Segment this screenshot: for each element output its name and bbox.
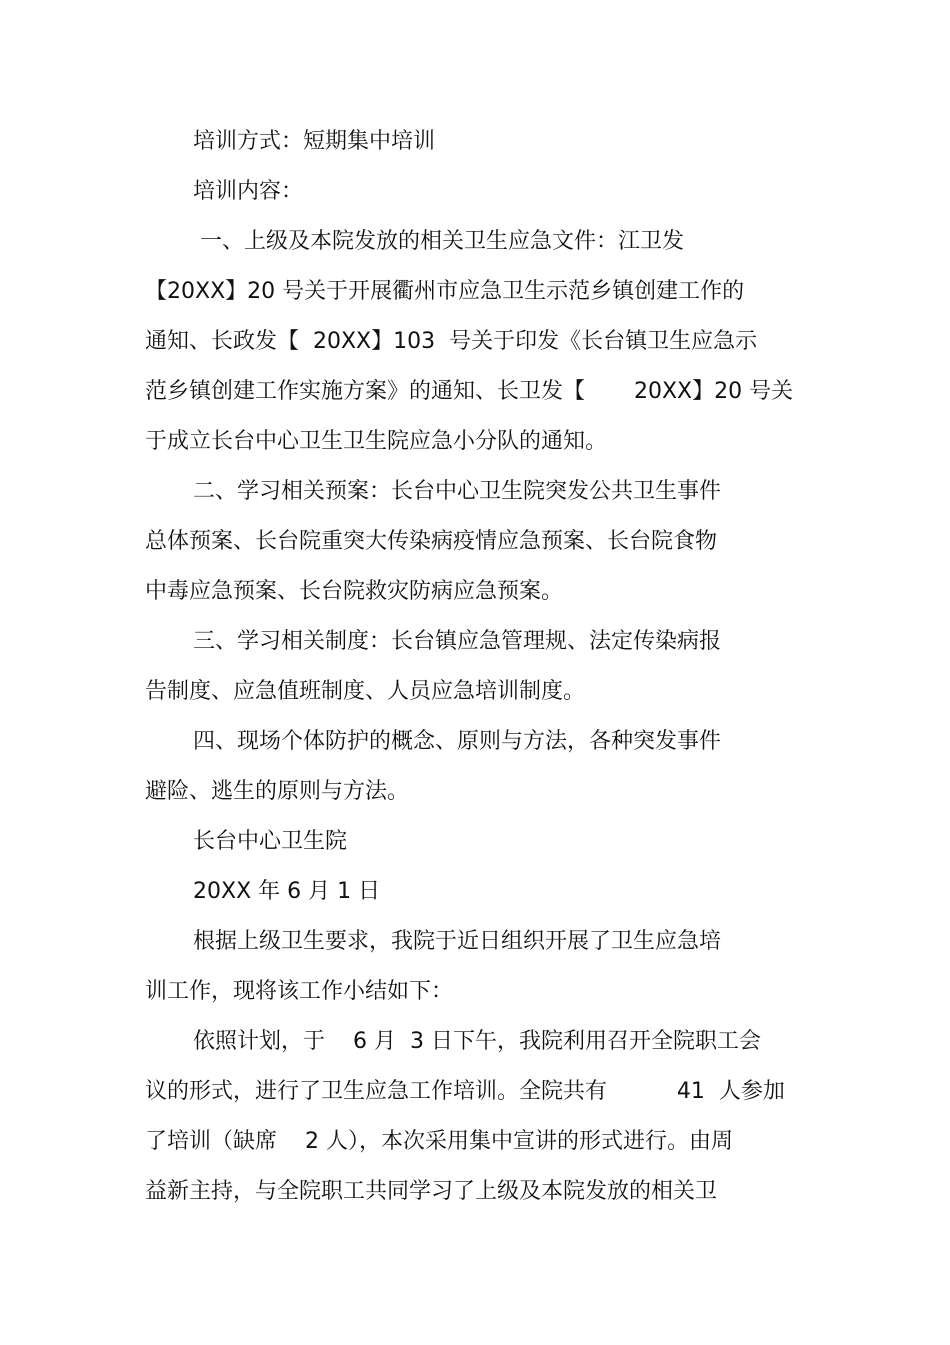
- item-two-line-2: 总体预案、长台院重突大传染病疫情应急预案、长台院食物: [145, 529, 718, 554]
- summary-intro-line-2: 训工作，现将该工作小结如下：: [145, 979, 454, 1004]
- item-three-line-2: 告制度、应急值班制度、人员应急培训制度。: [145, 679, 586, 704]
- summary-intro-line-1: 根据上级卫生要求，我院于近日组织开展了卫生应急培: [193, 929, 722, 954]
- training-content-heading: 培训内容：: [193, 179, 304, 204]
- item-four-line-1: 四、现场个体防护的概念、原则与方法，各种突发事件: [193, 729, 722, 754]
- training-method-line: 培训方式：短期集中培训: [193, 129, 436, 154]
- item-one-line-5: 于成立长台中心卫生卫生院应急小分队的通知。: [145, 429, 608, 454]
- signature-date: 20XX 年 6 月 1 日: [193, 879, 381, 904]
- item-one-line-1: 一、上级及本院发放的相关卫生应急文件：江卫发: [193, 229, 684, 254]
- item-three-line-1: 三、学习相关制度：长台镇应急管理规、法定传染病报: [193, 629, 722, 654]
- summary-body-line-3: 了培训（缺席 2 人），本次采用集中宣讲的形式进行。由周: [145, 1129, 733, 1154]
- item-one-line-2: 【20XX】20 号关于开展衢州市应急卫生示范乡镇创建工作的: [145, 279, 745, 304]
- signature-organization: 长台中心卫生院: [193, 829, 348, 854]
- item-two-line-3: 中毒应急预案、长台院救灾防病应急预案。: [145, 579, 564, 604]
- item-two-line-1: 二、学习相关预案：长台中心卫生院突发公共卫生事件: [193, 479, 722, 504]
- item-one-line-4: 范乡镇创建工作实施方案》的通知、长卫发【 20XX】20 号关: [145, 379, 794, 404]
- summary-body-line-2: 议的形式，进行了卫生应急工作培训。全院共有 41 人参加: [145, 1079, 785, 1104]
- summary-body-line-4: 益新主持，与全院职工共同学习了上级及本院发放的相关卫: [145, 1179, 718, 1204]
- summary-body-line-1: 依照计划，于 6 月 3 日下午，我院利用召开全院职工会: [193, 1029, 761, 1054]
- item-one-line-3: 通知、长政发【 20XX】103 号关于印发《长台镇卫生应急示: [145, 329, 758, 354]
- item-four-line-2: 避险、逃生的原则与方法。: [145, 779, 410, 804]
